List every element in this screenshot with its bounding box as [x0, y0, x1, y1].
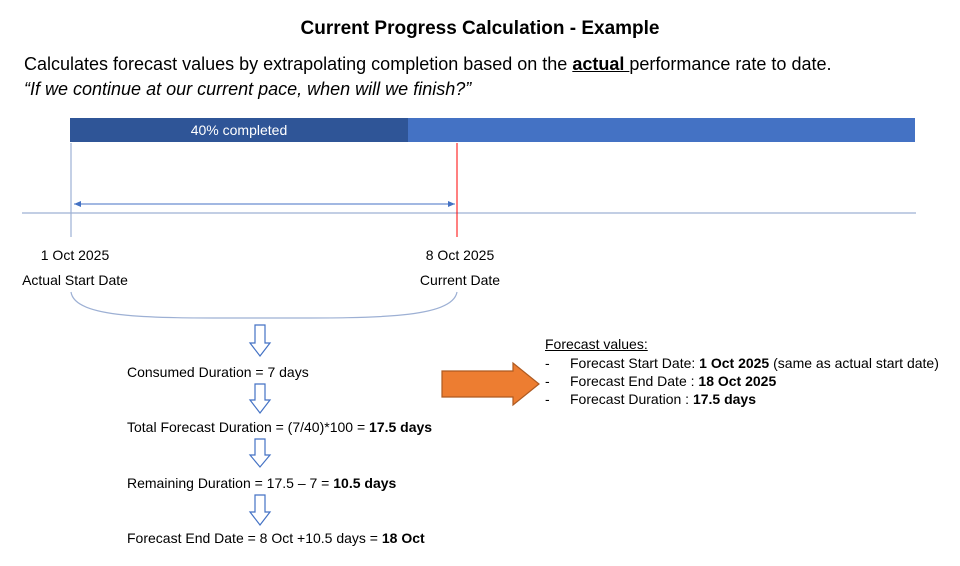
calculation-step: Total Forecast Duration = (7/40)*100 = 17.5 days — [127, 419, 433, 435]
forecast-heading: Forecast values: — [545, 336, 648, 352]
start-date-caption: Actual Start Date — [22, 272, 128, 288]
bottom-brace — [71, 292, 457, 318]
forecast-item: - Forecast End Date : 18 Oct 2025 — [545, 373, 777, 389]
current-date-label: 8 Oct 2025 — [425, 247, 495, 263]
calculation-step: Forecast End Date = 8 Oct +10.5 days = 18 Oct — [127, 530, 425, 546]
description-emphasis: actual — [572, 54, 630, 74]
guiding-question: “If we continue at our current pace, when will we finish?” — [24, 79, 472, 99]
down-arrow-2 — [250, 384, 270, 413]
description-start: Calculates forecast values by extrapolating completion based on the — [24, 54, 573, 74]
start-date-label: 1 Oct 2025 — [40, 247, 110, 263]
down-arrow-4 — [250, 495, 270, 525]
forecast-item: - Forecast Duration : 17.5 days — [545, 391, 756, 407]
diagram-title: Current Progress Calculation - Example — [300, 18, 660, 39]
calculation-step: Remaining Duration = 17.5 – 7 = 10.5 days — [127, 475, 397, 491]
forecast-item: - Forecast Start Date: 1 Oct 2025 (same as actual start date) — [545, 355, 939, 371]
down-arrow-3 — [250, 439, 270, 467]
calculation-step: Consumed Duration = 7 days — [127, 364, 309, 380]
result-arrow — [442, 363, 539, 405]
progress-label: 40% completed — [190, 122, 288, 138]
description-end: performance rate to date. — [629, 54, 832, 74]
current-date-caption: Current Date — [419, 272, 501, 288]
down-arrow-1 — [250, 325, 270, 356]
